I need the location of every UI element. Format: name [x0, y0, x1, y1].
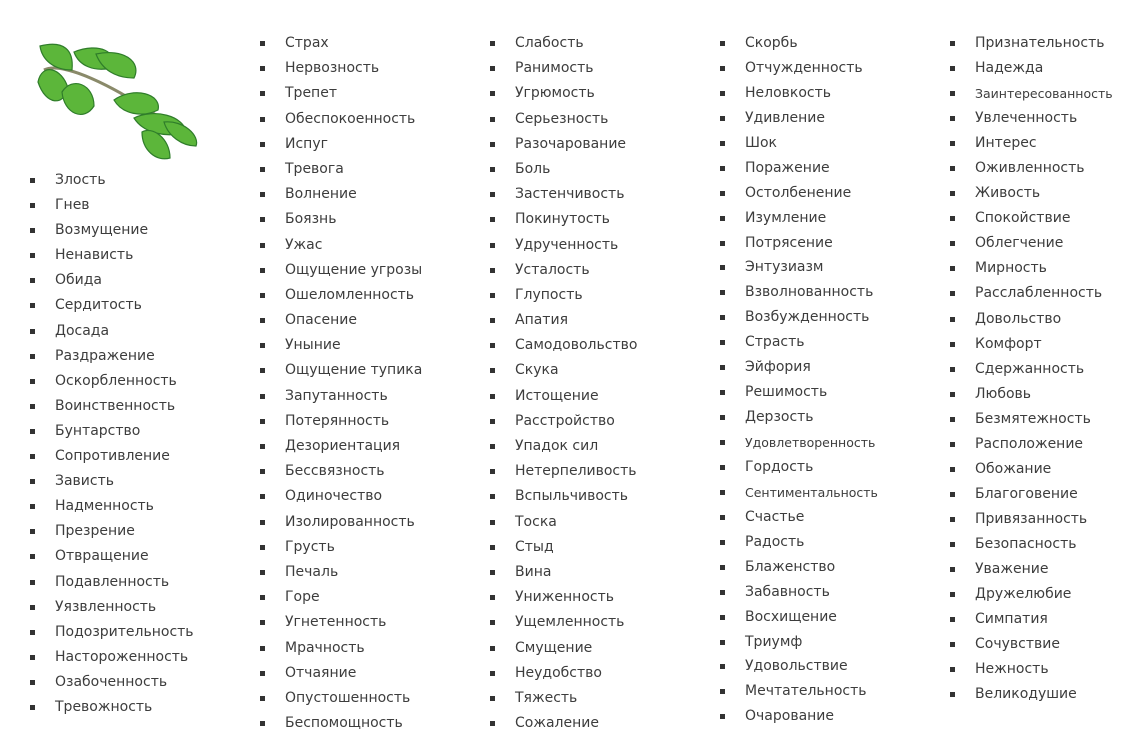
list-item: Решимость	[720, 384, 878, 401]
list-item: Взволнованность	[720, 284, 878, 301]
column-1	[30, 172, 194, 724]
leaf-branch-icon	[34, 40, 204, 166]
list-item: Досада	[30, 323, 194, 340]
list-item: Отчужденность	[720, 60, 878, 77]
list-item: Тревожность	[30, 699, 194, 716]
list-item: Смущение	[490, 640, 637, 657]
list-item: Ошеломленность	[260, 287, 422, 304]
list-item: Довольство	[950, 311, 1113, 328]
list-item: Нежность	[950, 661, 1113, 678]
list-item: Угрюмость	[490, 85, 637, 102]
list-item: Возмущение	[30, 222, 194, 239]
list-item: Интерес	[950, 135, 1113, 152]
list-item: Горе	[260, 589, 422, 606]
list-item: Отвращение	[30, 548, 194, 565]
list-item: Беспомощность	[260, 715, 422, 732]
list-item: Озабоченность	[30, 674, 194, 691]
list-item: Уныние	[260, 337, 422, 354]
list-item: Мечтательность	[720, 683, 878, 700]
list-item: Обида	[30, 272, 194, 289]
list-item: Тяжесть	[490, 690, 637, 707]
emotion-list-5	[950, 35, 1113, 703]
list-item: Униженность	[490, 589, 637, 606]
list-item: Гнев	[30, 197, 194, 214]
list-item: Нервозность	[260, 60, 422, 77]
list-item: Трепет	[260, 85, 422, 102]
column-3	[490, 35, 637, 740]
list-item: Боязнь	[260, 211, 422, 228]
list-item: Слабость	[490, 35, 637, 52]
column-4	[720, 35, 878, 733]
list-item: Счастье	[720, 509, 878, 526]
list-item: Гордость	[720, 459, 878, 476]
list-item: Отчаяние	[260, 665, 422, 682]
list-item: Апатия	[490, 312, 637, 329]
emotion-list-3	[490, 35, 637, 732]
list-item: Облегчение	[950, 235, 1113, 252]
list-item: Привязанность	[950, 511, 1113, 528]
list-item: Воинственность	[30, 398, 194, 415]
list-item: Симпатия	[950, 611, 1113, 628]
list-item: Расстройство	[490, 413, 637, 430]
list-item: Злость	[30, 172, 194, 189]
list-item: Упадок сил	[490, 438, 637, 455]
list-item: Потерянность	[260, 413, 422, 430]
column-5	[950, 35, 1113, 711]
list-item: Дружелюбие	[950, 586, 1113, 603]
list-item: Энтузиазм	[720, 259, 878, 276]
list-item: Мрачность	[260, 640, 422, 657]
list-item: Надежда	[950, 60, 1113, 77]
list-item: Сентиментальность	[720, 484, 878, 501]
list-item: Сопротивление	[30, 448, 194, 465]
list-item: Ранимость	[490, 60, 637, 77]
list-item: Восхищение	[720, 609, 878, 626]
list-item: Грусть	[260, 539, 422, 556]
list-item: Тревога	[260, 161, 422, 178]
list-item: Стыд	[490, 539, 637, 556]
list-item: Великодушие	[950, 686, 1113, 703]
list-item: Усталость	[490, 262, 637, 279]
list-item: Изумление	[720, 210, 878, 227]
list-item: Безмятежность	[950, 411, 1113, 428]
list-item: Страх	[260, 35, 422, 52]
list-item: Настороженность	[30, 649, 194, 666]
list-item: Расслабленность	[950, 285, 1113, 302]
list-item: Потрясение	[720, 235, 878, 252]
list-item: Опустошенность	[260, 690, 422, 707]
list-item: Печаль	[260, 564, 422, 581]
emotion-list-4	[720, 35, 878, 725]
list-item: Изолированность	[260, 514, 422, 531]
list-item: Застенчивость	[490, 186, 637, 203]
list-item: Забавность	[720, 584, 878, 601]
list-item: Опасение	[260, 312, 422, 329]
emotion-list-1	[30, 172, 194, 716]
list-item: Тоска	[490, 514, 637, 531]
list-item: Удивление	[720, 110, 878, 127]
list-item: Угнетенность	[260, 614, 422, 631]
list-item: Мирность	[950, 260, 1113, 277]
list-item: Поражение	[720, 160, 878, 177]
list-item: Боль	[490, 161, 637, 178]
list-item: Безопасность	[950, 536, 1113, 553]
list-item: Остолбенение	[720, 185, 878, 202]
list-item: Увлеченность	[950, 110, 1113, 127]
list-item: Блаженство	[720, 559, 878, 576]
list-item: Бунтарство	[30, 423, 194, 440]
list-item: Признательность	[950, 35, 1113, 52]
list-item: Серьезность	[490, 111, 637, 128]
list-item: Оживленность	[950, 160, 1113, 177]
list-item: Сочувствие	[950, 636, 1113, 653]
list-item: Живость	[950, 185, 1113, 202]
list-item: Подавленность	[30, 574, 194, 591]
list-item: Разочарование	[490, 136, 637, 153]
list-item: Зависть	[30, 473, 194, 490]
list-item: Сожаление	[490, 715, 637, 732]
list-item: Вина	[490, 564, 637, 581]
list-item: Комфорт	[950, 336, 1113, 353]
list-item: Сдержанность	[950, 361, 1113, 378]
list-item: Одиночество	[260, 488, 422, 505]
list-item: Ощущение угрозы	[260, 262, 422, 279]
list-item: Эйфория	[720, 359, 878, 376]
list-item: Запутанность	[260, 388, 422, 405]
list-item: Нетерпеливость	[490, 463, 637, 480]
list-item: Скорбь	[720, 35, 878, 52]
list-item: Удовлетворенность	[720, 434, 878, 451]
list-item: Презрение	[30, 523, 194, 540]
list-item: Волнение	[260, 186, 422, 203]
list-item: Шок	[720, 135, 878, 152]
list-item: Радость	[720, 534, 878, 551]
list-item: Самодовольство	[490, 337, 637, 354]
list-item: Подозрительность	[30, 624, 194, 641]
list-item: Оскорбленность	[30, 373, 194, 390]
list-item: Уязвленность	[30, 599, 194, 616]
list-item: Надменность	[30, 498, 194, 515]
list-item: Истощение	[490, 388, 637, 405]
list-item: Спокойствие	[950, 210, 1113, 227]
list-item: Страсть	[720, 334, 878, 351]
list-item: Испуг	[260, 136, 422, 153]
list-item: Ощущение тупика	[260, 362, 422, 379]
list-item: Неудобство	[490, 665, 637, 682]
list-item: Обожание	[950, 461, 1113, 478]
list-item: Расположение	[950, 436, 1113, 453]
list-item: Ущемленность	[490, 614, 637, 631]
list-item: Заинтересованность	[950, 85, 1113, 102]
list-item: Обеспокоенность	[260, 111, 422, 128]
list-item: Любовь	[950, 386, 1113, 403]
list-item: Скука	[490, 362, 637, 379]
list-item: Удовольствие	[720, 658, 878, 675]
list-item: Ужас	[260, 237, 422, 254]
list-item: Уважение	[950, 561, 1113, 578]
list-item: Очарование	[720, 708, 878, 725]
list-item: Благоговение	[950, 486, 1113, 503]
list-item: Бессвязность	[260, 463, 422, 480]
list-item: Глупость	[490, 287, 637, 304]
list-item: Дерзость	[720, 409, 878, 426]
list-item: Возбужденность	[720, 309, 878, 326]
list-item: Покинутость	[490, 211, 637, 228]
list-item: Дезориентация	[260, 438, 422, 455]
list-item: Триумф	[720, 634, 878, 651]
list-item: Ненависть	[30, 247, 194, 264]
list-item: Удрученность	[490, 237, 637, 254]
column-2	[260, 35, 422, 740]
emotion-list-2	[260, 35, 422, 732]
list-item: Неловкость	[720, 85, 878, 102]
list-item: Сердитость	[30, 297, 194, 314]
list-item: Раздражение	[30, 348, 194, 365]
list-item: Вспыльчивость	[490, 488, 637, 505]
